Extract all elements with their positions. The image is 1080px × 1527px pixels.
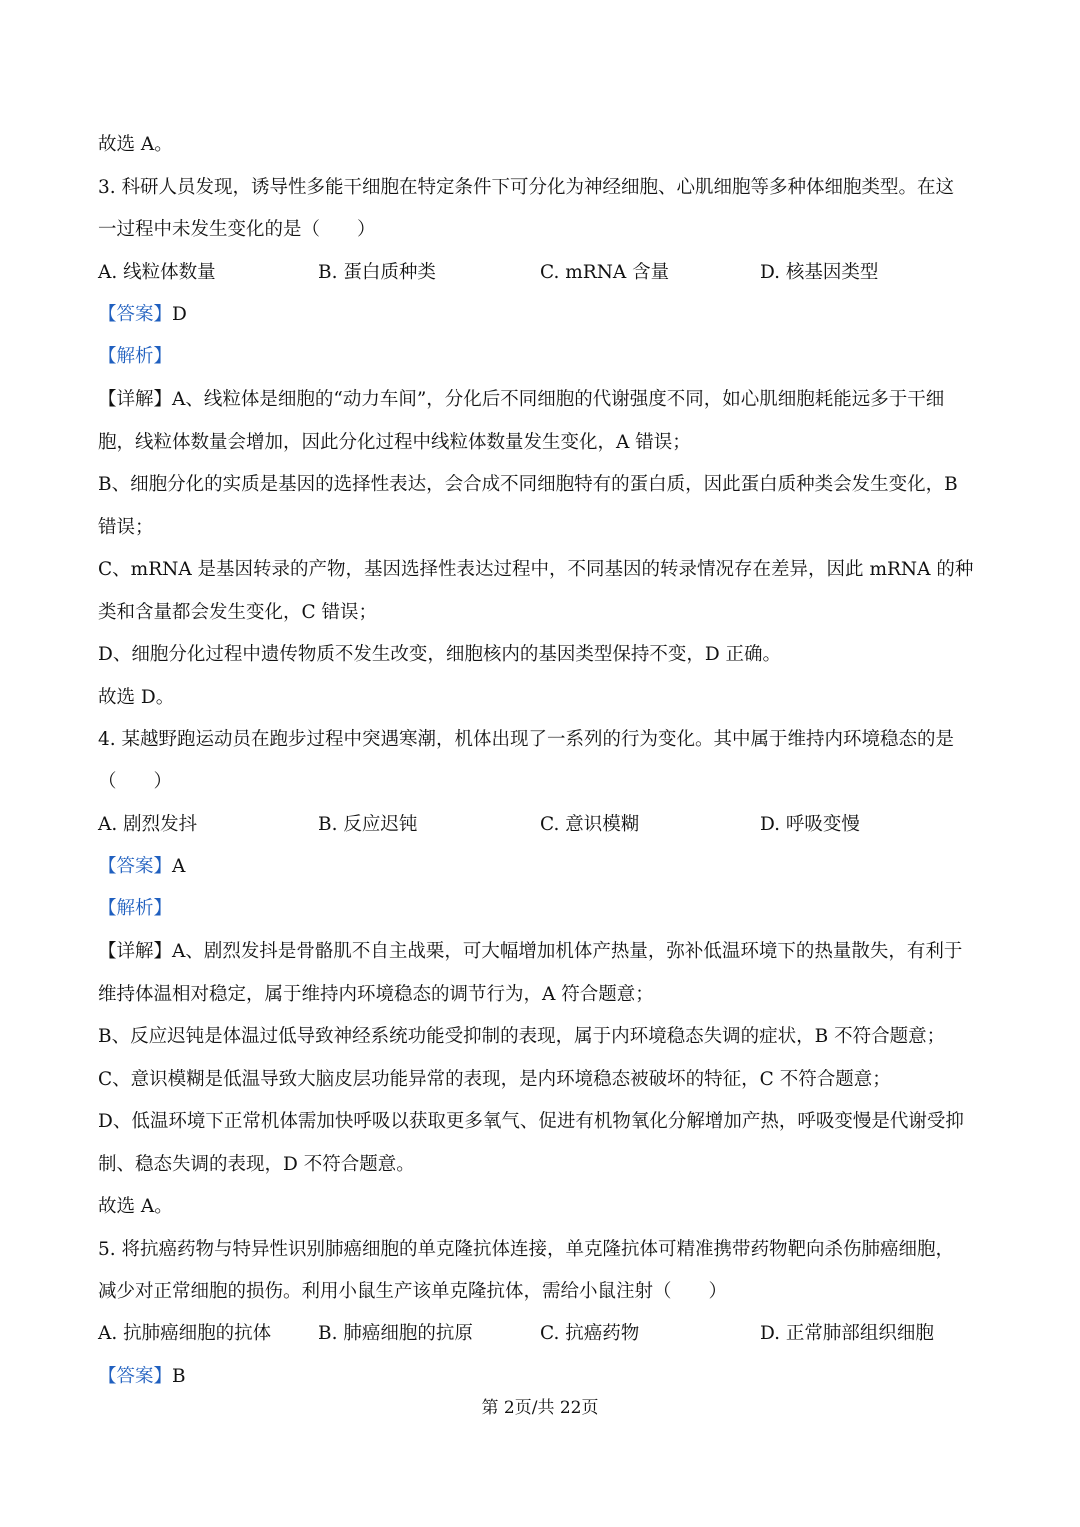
question-3-stem-cont: 一过程中未发生变化的是（ ） (98, 219, 376, 240)
analysis-label: 【解析】 (98, 898, 173, 919)
answer-value: D (172, 304, 187, 325)
q5-option-b: B. 肺癌细胞的抗原 (318, 1323, 473, 1344)
text-line: 错误； (98, 517, 154, 538)
text-line: 类和含量都会发生变化，C 错误； (98, 602, 378, 623)
q4-analysis (98, 897, 982, 921)
q3-answer (98, 303, 982, 327)
q4-answer (98, 855, 982, 879)
answer-label: 【答案】 (98, 1366, 173, 1387)
text-line: C、mRNA 是基因转录的产物，基因选择性表达过程中，不同基因的转录情况存在差异，因此 mRNA 的种 (98, 559, 974, 580)
text-line: D、细胞分化过程中遗传物质不发生改变，细胞核内的基因类型保持不变，D 正确。 (98, 644, 782, 665)
q3-option-b: B. 蛋白质种类 (318, 262, 436, 283)
q4-option-b: B. 反应迟钝 (318, 814, 418, 835)
text-line: C、意识模糊是低温导致大脑皮层功能异常的表现，是内环境稳态被破坏的特征，C 不符合题意； (98, 1069, 891, 1090)
analysis-label: 【解析】 (98, 346, 173, 367)
q5-option-d: D. 正常肺部组织细胞 (760, 1323, 934, 1344)
q3-option-a: A. 线粒体数量 (98, 262, 216, 283)
q3-analysis (98, 345, 982, 369)
question-4-stem: 4. 某越野跑运动员在跑步过程中突遇寒潮，机体出现了一系列的行为变化。其中属于维持内环境稳态的是 (98, 729, 955, 750)
text-line: B、细胞分化的实质是基因的选择性表达，会合成不同细胞特有的蛋白质，因此蛋白质种类会发生变化，B (98, 474, 958, 495)
q5-option-a: A. 抗肺癌细胞的抗体 (98, 1323, 272, 1344)
text-line: 维持体温相对稳定，属于维持内环境稳态的调节行为，A 符合题意； (98, 984, 654, 1005)
question-5-stem-cont: 减少对正常细胞的损伤。利用小鼠生产该单克隆抗体，需给小鼠注射（ ） (98, 1281, 728, 1302)
page-footer: 第 2页/共 22页 (481, 1398, 599, 1418)
detail-label: 【详解】 (98, 941, 173, 962)
text-line: 制、稳态失调的表现，D 不符合题意。 (98, 1154, 415, 1175)
q3-option-c: C. mRNA 含量 (540, 262, 670, 283)
q5-option-c: C. 抗癌药物 (540, 1323, 640, 1344)
detail-label: 【详解】 (98, 389, 173, 410)
text-line: 故选 A。 (98, 134, 173, 155)
q4-option-d: D. 呼吸变慢 (760, 814, 860, 835)
text-line: 胞，线粒体数量会增加，因此分化过程中线粒体数量发生变化，A 错误； (98, 432, 691, 453)
q4-option-c: C. 意识模糊 (540, 814, 640, 835)
question-3-stem: 3. 科研人员发现，诱导性多能干细胞在特定条件下可分化为神经细胞、心肌细胞等多种体细胞类型。在这 (98, 177, 955, 198)
q4-detail-line (98, 940, 982, 964)
text-line: D、低温环境下正常机体需加快呼吸以获取更多氧气、促进有机物氧化分解增加产热，呼吸变慢是代谢受抑 (98, 1111, 964, 1132)
q3-option-d: D. 核基因类型 (760, 262, 879, 283)
answer-label: 【答案】 (98, 856, 173, 877)
detail-text: A、线粒体是细胞的“动力车间”，分化后不同细胞的代谢强度不同，如心肌细胞耗能远多于干细 (172, 389, 945, 410)
text-line: 故选 A。 (98, 1196, 173, 1217)
question-5-stem: 5. 将抗癌药物与特异性识别肺癌细胞的单克隆抗体连接，单克隆抗体可精准携带药物靶向杀伤肺癌细胞， (98, 1239, 955, 1260)
text-line: 故选 D。 (98, 687, 175, 708)
answer-label: 【答案】 (98, 304, 173, 325)
q5-answer (98, 1365, 982, 1389)
answer-value: B (172, 1366, 186, 1387)
detail-text: A、剧烈发抖是骨骼肌不自主战栗，可大幅增加机体产热量，弥补低温环境下的热量散失，有利于 (172, 941, 963, 962)
answer-value: A (172, 856, 186, 877)
question-4-stem-cont: （ ） (98, 771, 173, 792)
q3-detail-line (98, 388, 982, 412)
text-line: B、反应迟钝是体温过低导致神经系统功能受抑制的表现，属于内环境稳态失调的症状，B 不符合题意； (98, 1026, 946, 1047)
q4-option-a: A. 剧烈发抖 (98, 814, 198, 835)
